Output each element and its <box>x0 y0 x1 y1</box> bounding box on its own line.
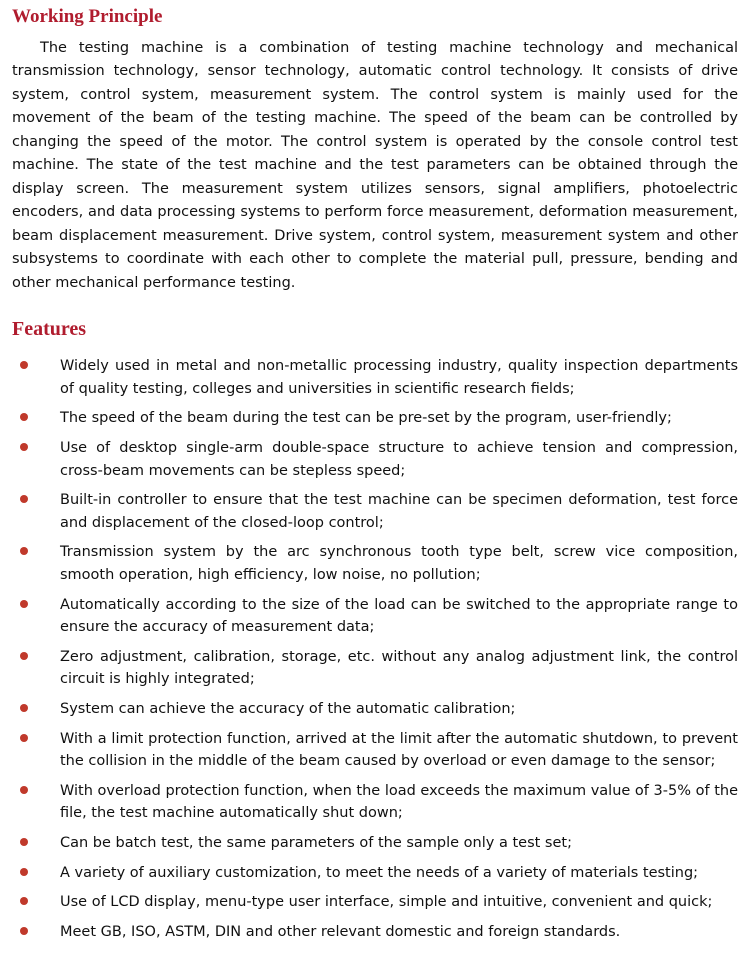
list-item-text: Can be batch test, the same parameters of the sample only a test set; <box>60 835 572 852</box>
list-item <box>12 862 738 885</box>
bullet-icon <box>20 413 28 421</box>
list-item <box>12 728 738 773</box>
list-item <box>12 355 738 400</box>
working-principle-heading: Working Principle <box>12 6 163 27</box>
bullet-icon <box>20 786 28 794</box>
bullet-icon <box>20 361 28 369</box>
list-item-text: Built-in controller to ensure that the test machine can be specimen deformation, test force and displacement of the closed-loop control; <box>60 492 738 531</box>
list-item-text: With overload protection function, when the load exceeds the maximum value of 3-5% of the file, the test machine automatically shut down; <box>60 782 738 822</box>
list-item <box>12 489 738 534</box>
bullet-icon <box>20 927 28 935</box>
list-item-text: Use of desktop single-arm double-space structure to achieve tension and compression, cross-beam movements can be stepless speed; <box>60 439 738 479</box>
list-item <box>12 698 738 721</box>
bullet-icon <box>20 734 28 742</box>
bullet-icon <box>20 443 28 451</box>
bullet-icon <box>20 897 28 905</box>
bullet-icon <box>20 652 28 660</box>
list-item-text: Transmission system by the arc synchronous tooth type belt, screw vice composition, smooth operation, high efficiency, low noise, no pollution; <box>60 544 738 583</box>
bullet-icon <box>20 495 28 503</box>
list-item <box>12 921 738 944</box>
list-item-text: With a limit protection function, arrived at the limit after the automatic shutdown, to prevent the collision in the middle of the beam caused by overload or even damage to the sensor; <box>60 730 738 770</box>
bullet-icon <box>20 704 28 712</box>
list-item-text: Zero adjustment, calibration, storage, etc. without any analog adjustment link, the control circuit is highly integrated; <box>60 648 738 688</box>
list-item <box>12 594 738 639</box>
list-item <box>12 646 738 691</box>
list-item <box>12 891 738 914</box>
working-principle-paragraph: The testing machine is a combination of testing machine technology and mechanical transmission technology, sensor technology, automatic control technology. It consists of drive system, control system, measurement system. The control system is mainly used for the movement of the beam of the testing machine. The speed of the beam can be controlled by changing the speed of the motor. The control system is operated by the console control test machine. The state of the test machine and the test parameters can be obtained through the display screen. The measurement system utilizes sensors, signal amplifiers, photoelectric encoders, and data processing systems to perform force measurement, deformation measurement, beam displacement measurement. Drive system, control system, measurement system and other subsystems to coordinate with each other to complete the material pull, pressure, bending and other mechanical performance testing. <box>12 39 738 291</box>
list-item-text: The speed of the beam during the test can be pre-set by the program, user-friendly; <box>60 410 672 427</box>
document-page <box>0 6 750 955</box>
list-item-text: Meet GB, ISO, ASTM, DIN and other relevant domestic and foreign standards. <box>60 923 621 940</box>
bullet-icon <box>20 600 28 608</box>
list-item <box>12 832 738 855</box>
list-item-text: System can achieve the accuracy of the automatic calibration; <box>60 701 516 718</box>
bullet-icon <box>20 547 28 555</box>
list-item-text: A variety of auxiliary customization, to meet the needs of a variety of materials testing; <box>60 864 699 881</box>
list-item <box>12 437 738 482</box>
features-heading: Features <box>12 318 87 341</box>
list-item <box>12 780 738 825</box>
list-item-text: Use of LCD display, menu-type user interface, simple and intuitive, convenient and quick; <box>60 894 713 911</box>
list-item <box>12 541 738 586</box>
bullet-icon <box>20 868 28 876</box>
list-item <box>12 407 738 430</box>
bullet-icon <box>20 838 28 846</box>
features-list <box>12 355 738 943</box>
list-item-text: Widely used in metal and non-metallic processing industry, quality inspection departments of quality testing, colleges and universities in scientific research fields; <box>60 358 738 397</box>
list-item-text: Automatically according to the size of the load can be switched to the appropriate range to ensure the accuracy of measurement data; <box>60 596 738 636</box>
